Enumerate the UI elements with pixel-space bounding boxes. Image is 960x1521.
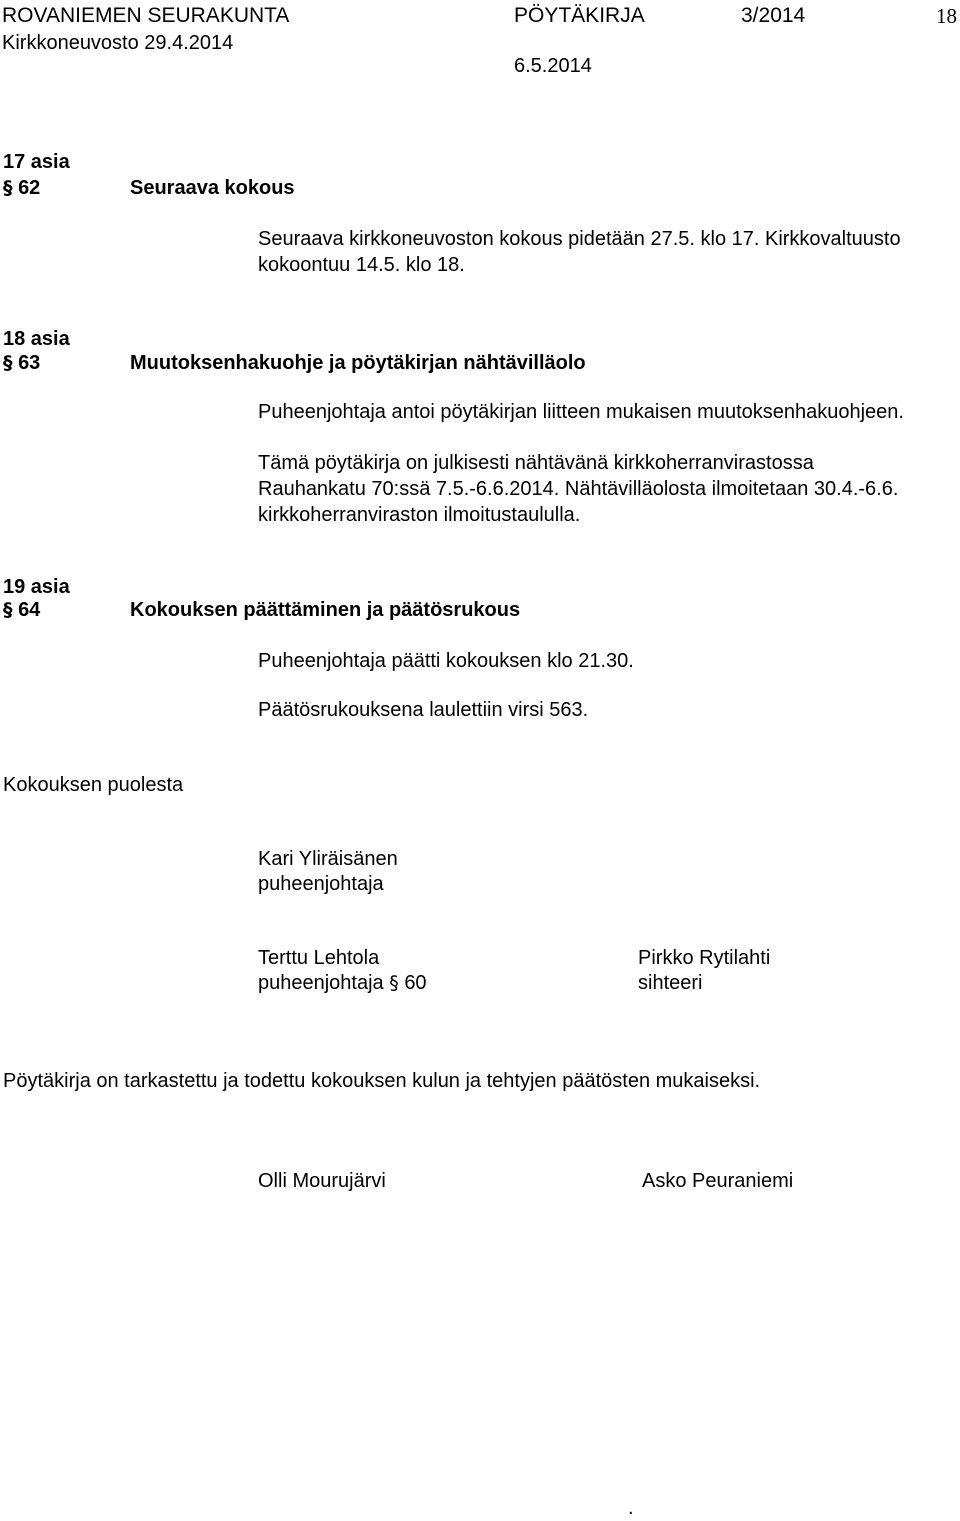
- paragraph-number: 63: [18, 352, 41, 374]
- secretary-role: sihteeri: [638, 972, 703, 994]
- section-text: Puheenjohtaja antoi pöytäkirjan liitteen mukaisen muutoksenhakuohjeen.: [258, 401, 904, 423]
- section-symbol: §: [3, 599, 13, 621]
- section-title: Seuraava kokous: [130, 177, 295, 199]
- paragraph-number: 62: [18, 177, 41, 199]
- section-text: Puheenjohtaja päätti kokouksen klo 21.30.: [258, 650, 634, 672]
- verifier-name: Asko Peuraniemi: [642, 1170, 794, 1192]
- posting-date: 6.5.2014: [514, 55, 592, 77]
- section-symbol: §: [3, 352, 13, 374]
- document-type: PÖYTÄKIRJA: [514, 4, 645, 27]
- secretary-name: Pirkko Rytilahti: [638, 947, 771, 969]
- section-agenda-number: 17 asia: [3, 151, 70, 173]
- document-number: 3/2014: [741, 4, 806, 27]
- vice-chair-role: [258, 971, 427, 995]
- page-number: 18: [936, 4, 957, 28]
- section-paragraph-number: [3, 176, 40, 200]
- section-text-line: Seuraava kirkkoneuvoston kokous pidetään 27.5. klo 17. Kirkkovaltuusto: [258, 228, 901, 250]
- section-symbol: §: [389, 972, 399, 994]
- section-title: Muutoksenhakuohje ja pöytäkirjan nähtävilläolo: [130, 352, 586, 374]
- footer-mark: .: [628, 1497, 634, 1519]
- verification-statement: Pöytäkirja on tarkastettu ja todettu kokouksen kulun ja tehtyjen päätösten mukaiseksi.: [3, 1070, 761, 1092]
- verifier-name: Olli Mourujärvi: [258, 1170, 386, 1192]
- vice-chair-sections: 60: [404, 972, 427, 994]
- section-text-line: Rauhankatu 70:ssä 7.5.-6.6.2014. Nähtävilläolosta ilmoitetaan 30.4.-6.6.: [258, 478, 899, 500]
- chair-name: Kari Yliräisänen: [258, 848, 398, 870]
- vice-chair-role-text: puheenjohtaja: [258, 972, 384, 994]
- section-paragraph-number: [3, 351, 40, 375]
- section-paragraph-number: [3, 598, 40, 622]
- section-text: Päätösrukouksena laulettiin virsi 563.: [258, 699, 589, 721]
- section-text-line: kokoontuu 14.5. klo 18.: [258, 254, 465, 276]
- section-text-line: Tämä pöytäkirja on julkisesti nähtävänä kirkkoherranvirastossa: [258, 452, 814, 474]
- section-agenda-number: 19 asia: [3, 576, 70, 598]
- section-symbol: §: [3, 177, 13, 199]
- paragraph-number: 64: [18, 599, 41, 621]
- section-agenda-number: 18 asia: [3, 328, 70, 350]
- section-title: Kokouksen päättäminen ja päätösrukous: [130, 599, 521, 621]
- vice-chair-name: Terttu Lehtola: [258, 947, 380, 969]
- organization-name: ROVANIEMEN SEURAKUNTA: [2, 4, 290, 27]
- chair-role: puheenjohtaja: [258, 873, 384, 895]
- on-behalf-label: Kokouksen puolesta: [3, 774, 184, 796]
- section-text-line: kirkkoherranviraston ilmoitustaululla.: [258, 504, 581, 526]
- meeting-body-date: Kirkkoneuvosto 29.4.2014: [2, 32, 234, 54]
